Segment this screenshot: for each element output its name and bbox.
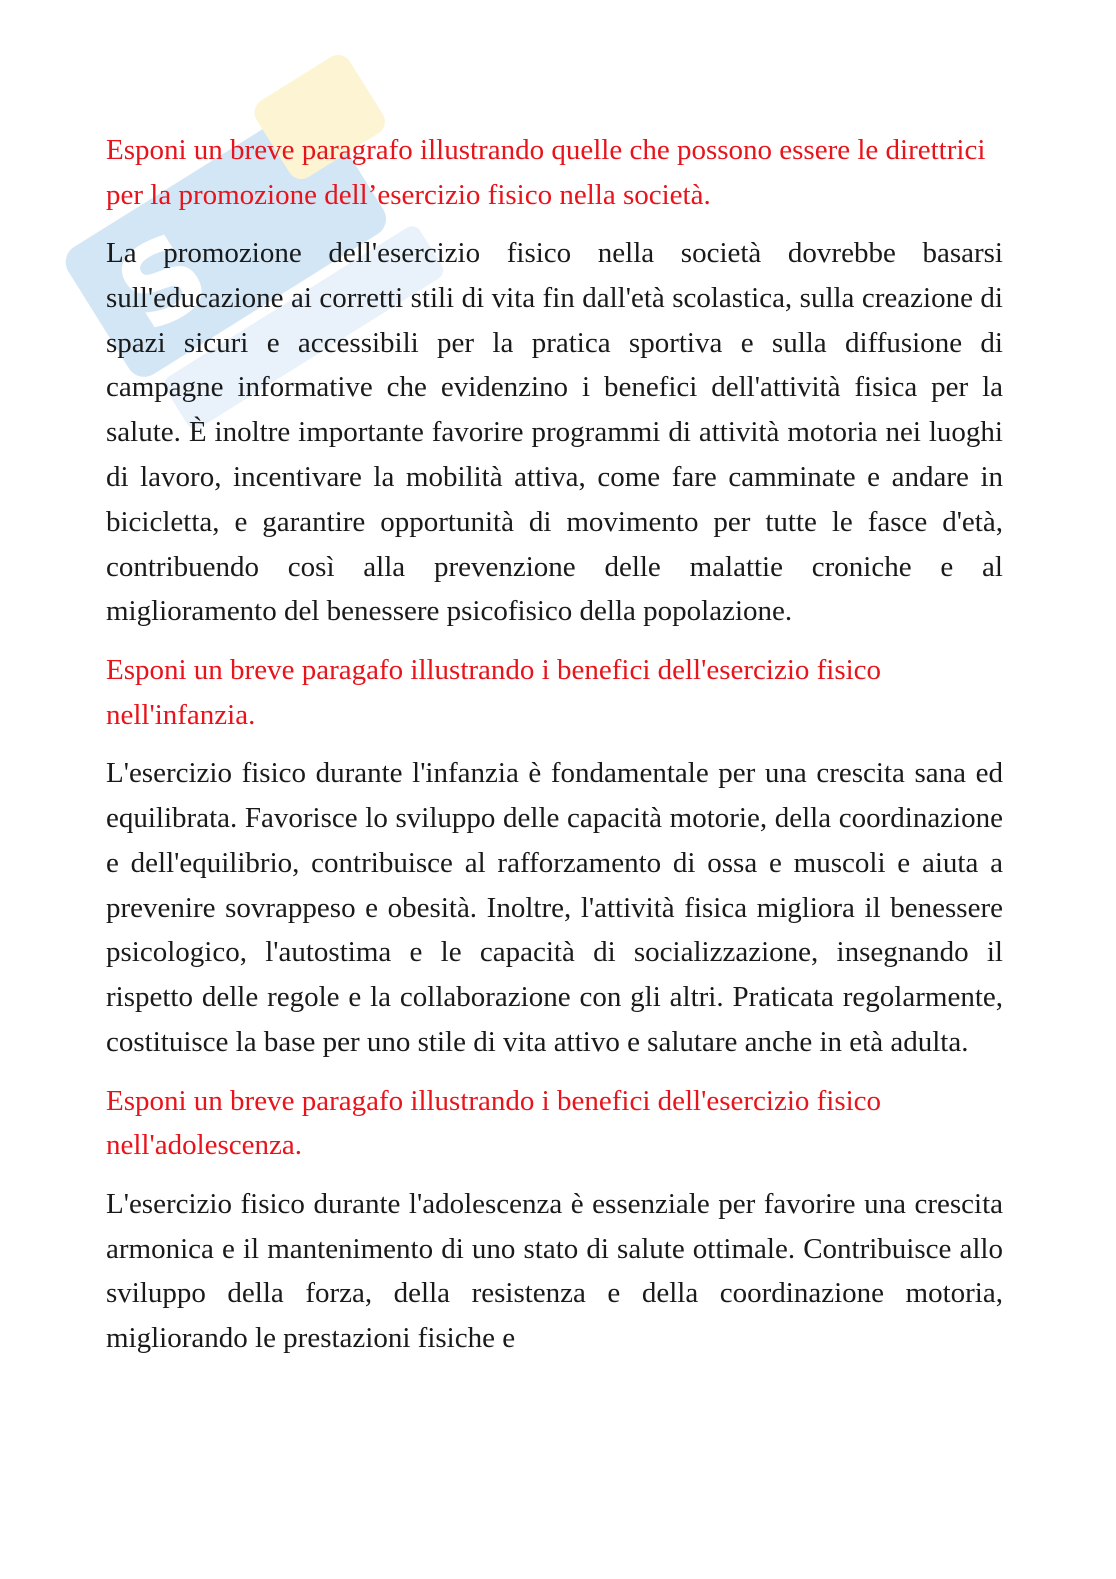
svg-text:S: S	[95, 206, 231, 358]
question-heading-childhood: Esponi un breve paragafo illustrando i benefici dell'esercizio fisico nell'infanzia.	[106, 654, 882, 731]
answer-paragraph-childhood: L'esercizio fisico durante l'infanzia è fondamentale per una crescita sana ed equilibrata. Favorisce lo sviluppo delle capacità motorie, della coordinazione e dell'equilibrio, contribuisce al rafforzamento di ossa e muscoli e aiuta a prevenire sovrappeso e obesità. Inoltre, l'attività fisica migliora il benessere psicologico, l'autostima e le capacità di socializzazione, insegnando il rispetto delle regole e la collaborazione con gli altri. Praticata regolarmente, costituisce la base per uno stile di vita attivo e salutare anche in età adulta.	[106, 757, 1003, 1058]
question-heading-adolescence: Esponi un breve paragafo illustrando i benefici dell'esercizio fisico nell'adolescenza.	[106, 1084, 882, 1162]
answer-paragraph-adolescence: L'esercizio fisico durante l'adolescenza è essenziale per favorire una crescita armonica e il mantenimento di uno stato di salute ottimale. Contribuisce allo sviluppo della forza, della resistenza e della coordinazione motoria, migliorando le prestazioni fisiche e	[106, 1187, 1003, 1355]
document-body	[106, 128, 1003, 1375]
question-heading-promotion: Esponi un breve paragrafo illustrando quelle che possono essere le direttrici per la promozione dell’esercizio fisico nella società.	[106, 134, 986, 211]
answer-paragraph-promotion: La promozione dell'esercizio fisico nella società dovrebbe basarsi sull'educazione ai corretti stili di vita fin dall'età scolastica, sulla creazione di spazi sicuri e accessibili per la pratica sportiva e sulla diffusione di campagne informative che evidenzino i benefici dell'attività fisica per la salute. È inoltre importante favorire programmi di attività motoria nei luoghi di lavoro, incentivare la mobilità attiva, come fare camminate e andare in bicicletta, e garantire opportunità di movimento per tutte le fasce d'età, contribuendo così alla prevenzione delle malattie croniche e al miglioramento del benessere psicofisico della popolazione.	[106, 237, 1003, 628]
